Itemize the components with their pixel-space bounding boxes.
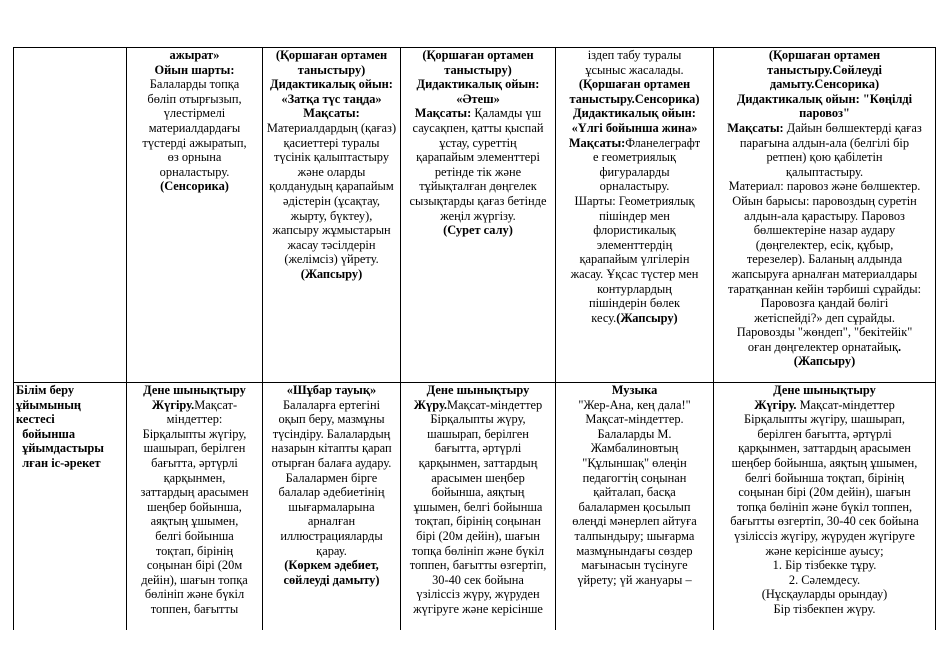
cell-text-line: жырту, бүктеу), [290, 208, 373, 223]
cell-text-line: «Үлгі бойынша жина» [571, 120, 698, 135]
cell-text-line: соңынан бірі (20м дейін), шағын [738, 485, 911, 500]
cell-text-line: міндеттер: [166, 412, 223, 427]
cell-text-line: Материал: паровоз және бөлшектер. [728, 179, 921, 194]
cell-text-line: Жамбалиновтың [590, 441, 679, 456]
cell-text-line: соңынан бірі (20м [146, 558, 243, 573]
cell-text-line: қарқынмен, [163, 470, 226, 485]
cell-text-line: контурлардың [597, 281, 672, 296]
cell-text-line: және керісінше ауысу; [765, 543, 884, 558]
cell-text-line: тоқтап, бірінің [155, 543, 234, 558]
cell [714, 383, 936, 631]
cell-text-line: бойынша, аяқтың [431, 485, 525, 500]
cell-text-line: назарын кітапты қарап [271, 441, 392, 456]
cell-text-line: бағытты өзгертіп, 30-40 сек бойына [730, 514, 919, 529]
cell-text-line: педагогтің соңынан [582, 470, 687, 485]
cell-text-line: балалармен қосылып [578, 499, 691, 514]
cell-text-line: Дидактикалық ойын: [270, 77, 393, 92]
cell-text-line: қарапайым элементтері [416, 150, 540, 165]
cell-text-line: Паровозға қандай бөлігі [760, 296, 889, 311]
cell-text-line: сөйлеуді дамыту) [283, 572, 380, 587]
cell-text-line: (желімсіз) үйрету. [284, 252, 379, 267]
cell-text-line: е геометриялық [593, 150, 676, 165]
cell-text-line: үзіліссіз жүгіру, жүруден жүгіруге [734, 528, 915, 543]
cell-text-line: топқа бөлініп және бүкіл топпен, [736, 499, 913, 514]
cell-text-line: терезелер). Баланың алдында [746, 252, 903, 267]
cell-text-line: Дидактикалық ойын: "Көңілді [736, 91, 913, 106]
cell-text-line: "Құлыншақ" өлеңін [582, 455, 687, 470]
cell-text-line: Жүгіру.Мақсат- [151, 397, 238, 412]
cell-text-line: отырған балаға аудару. [271, 455, 392, 470]
cell-text-line: Ойын барысы: паровоздың суретін [732, 193, 917, 208]
cell-text-line: кесу.(Жапсыру) [591, 310, 678, 325]
cell-text-line: шығармаларына [288, 499, 375, 514]
cell-text-line: таныстыру.Сенсорика) [569, 91, 700, 106]
cell-text-line: шашырап, берілген [143, 441, 246, 456]
cell-text-line: (Жапсыру) [300, 266, 363, 281]
cell-text-line: саусақпен, қатты қыспай [412, 120, 544, 135]
cell [127, 48, 263, 383]
cell-text-line: жапсыруға арналған материалдары [731, 266, 918, 281]
cell-text-line: қалыптастыру. [785, 164, 864, 179]
cell-text-line: қарау. [316, 543, 347, 558]
cell-text-line: Ойын шарты: [154, 62, 235, 77]
cell-text-line: іздеп табу туралы [587, 48, 682, 62]
cell [401, 48, 556, 383]
cell-text-line: ұсыныс жасалады. [585, 62, 684, 77]
cell-text-line: Балаларға ертегіні [282, 397, 381, 412]
cell [263, 383, 401, 631]
cell-text-line: тоқтап, бірінің соңынан [415, 514, 541, 529]
cell-text-line: қасиеттері туралы [283, 135, 380, 150]
cell-text-line: оқып беру, мазмұны [278, 412, 385, 427]
cell-text-line: орналастыру. [599, 179, 670, 194]
cell-text-line: бағытта, әртүрлі [434, 441, 522, 456]
cell-text-line: таныстыру) [444, 62, 512, 77]
cell-text-line: әдістерін (ұсақтау, [282, 193, 380, 208]
cell-text-line: элементтердің [596, 237, 673, 252]
cell-text-line: талпындыру; шығарма [574, 528, 695, 543]
cell-text-line: Дидактикалық ойын: [573, 106, 696, 121]
cell-text-line: оған дөңгелектер орнатайық. [747, 339, 902, 354]
cell [127, 383, 263, 631]
cell-text-line: ұшымен, белгі бойынша [413, 499, 543, 514]
cell-text-line: Балаларды топқа [149, 77, 240, 92]
cell-text-line: Бір тізбекпен жүру. [773, 601, 876, 616]
cell-text-line: парағына алдын-ала (белгілі бір [739, 135, 910, 150]
cell-text-line: үйрету; үй жануары – [577, 572, 692, 587]
row-label-line: кестесі [16, 412, 55, 427]
cell-text-line: мазмұнындағы сөздер [576, 543, 693, 558]
cell-text-line: қарқынмен, заттардың [418, 455, 538, 470]
cell-text-line: (Жапсыру) [793, 354, 856, 369]
cell-text-line: түсіндіру. Балалардың [272, 426, 391, 441]
cell-text-line: қолданудың қарапайым [269, 179, 394, 194]
cell-text-line: топпен, бағытты [150, 601, 239, 616]
cell-text-line: «Шұбар тауық» [286, 383, 377, 397]
cell-text-line: пішіндерін бөлек [588, 296, 681, 311]
cell [401, 383, 556, 631]
cell-text-line: (Қоршаған ортамен [768, 48, 881, 62]
cell-text-line: балалар әдебиетінің [278, 485, 385, 500]
cell-text-line: Бірқалыпты жүру, [430, 412, 526, 427]
cell-text-line: пішіндер мен [599, 208, 670, 223]
cell-text-line: жасау. Ұқсас түстер мен [570, 266, 699, 281]
cell-text-line: Мақсаты: [303, 106, 360, 121]
cell-text-line: Бірқалыпты жүгіру, шашырап, [744, 412, 905, 427]
cell-text-line: фигураларды [599, 164, 670, 179]
cell-text-line: таратқаннан кейін тәрбиші сұрайды: [727, 281, 922, 296]
cell-text-line: заттардың арасымен [140, 485, 249, 500]
cell-text-line: топпен, бағытты өзгертіп, [409, 558, 547, 573]
cell-text-line: өлеңді мәнерлеп айтуға [572, 514, 697, 529]
cell-text-line: бөліп отырғызып, [147, 91, 242, 106]
table-row [14, 48, 936, 383]
cell-text-line: ретпен) қою қабілетін [766, 150, 883, 165]
cell-text-line: Балалармен бірге [285, 470, 378, 485]
cell-text-line: Дене шынықтыру [773, 383, 876, 397]
row-label-line: бойынша [16, 426, 76, 441]
cell-text-line: арасымен шеңбер [431, 470, 525, 485]
cell-text-line: түстерді ажыратып, [142, 135, 247, 150]
cell-text-line: бөлініп және бүкіл [144, 587, 245, 602]
cell-text-line: үзіліссіз жүру, жүруден [416, 587, 540, 602]
cell-text-line: (Қоршаған ортамен [578, 77, 691, 92]
cell-text-line: Паровозды "жөндеп", "бекітейік" [736, 325, 913, 340]
cell-text-line: жапсыру жұмыстарын [272, 223, 391, 238]
cell-text-line: арналған [307, 514, 356, 529]
cell-text-line: Дене шынықтыру [426, 383, 530, 397]
cell-text-line: флористикалық [593, 223, 676, 238]
cell-text-line: қарапайым үлгілерін [579, 252, 690, 267]
cell-text-line: үлестірмелі [163, 106, 226, 121]
cell-text-line: (Сенсорика) [160, 179, 229, 194]
cell-text-line: алдын-ала қарастыру. Паровоз [744, 208, 905, 223]
cell-text-line: бөлшектеріне назар аудару [753, 223, 896, 238]
cell-text-line: Мақсат-міндеттер. [585, 412, 684, 427]
cell-text-line: Мақсаты:Фланелеграфт [568, 135, 701, 150]
cell-text-line: тұйықталған дөңгелек [419, 179, 537, 194]
row-label-line: Білім беру [16, 383, 75, 397]
row-label-cell [14, 383, 127, 631]
cell-text-line: өз орнына [167, 150, 222, 165]
cell [714, 48, 936, 383]
cell-text-line: Музыка [611, 383, 658, 397]
cell-text-line: «Әтеш» [456, 91, 500, 106]
plan-table [13, 47, 936, 630]
cell-text-line: паровоз" [799, 106, 850, 121]
cell [556, 383, 714, 631]
cell-text-line: белгі бойынша тоқтап, бірінің [745, 470, 904, 485]
cell-text-line: Балаларды М. [597, 426, 672, 441]
cell-text-line: 30-40 сек бойына [432, 572, 524, 587]
cell-text-line: (Қоршаған ортамен [275, 48, 388, 62]
cell-text-line: жасау тәсілдерін [287, 237, 376, 252]
row-label-cell [14, 48, 127, 383]
cell-text-line: шеңбер бойынша, [147, 499, 242, 514]
cell-text-line: (Нұсқауларды орындау) [761, 587, 888, 602]
cell-text-line: «Затқа түс таңда» [281, 91, 382, 106]
cell-text-line: мағынасын түсінуге [581, 558, 688, 573]
cell-text-line: белгі бойынша [155, 528, 234, 543]
cell-text-line: (Қоршаған ортамен [422, 48, 534, 62]
cell-text-line: шашырап, берілген [427, 426, 529, 441]
cell-text-line: 1. Бір тізбекке тұру. [772, 558, 877, 573]
cell-text-line: 2. Сәлемдесу. [788, 572, 861, 587]
cell-text-line: дамыту.Сенсорика) [769, 77, 880, 92]
row-label-line: ұйымының [16, 397, 82, 412]
cell-text-line: топқа бөлініп және бүкіл [411, 543, 545, 558]
cell-text-line: бағытта, әртүрлі [151, 455, 238, 470]
cell-text-line: бірі (20м дейін), шағын [416, 528, 540, 543]
cell [263, 48, 401, 383]
cell-text-line: "Жер-Ана, кең дала!" [578, 397, 691, 412]
cell-text-line: сызықтарды қағаз бетінде [409, 193, 547, 208]
cell-text-line: Дене шынықтыру [143, 383, 246, 397]
cell-text-line: берілген бағытта, әртүрлі [757, 426, 892, 441]
cell-text-line: жетіспейді?» деп сұрайды. [754, 310, 895, 325]
cell [556, 48, 714, 383]
cell-text-line: Жүгіру. Мақсат-міндеттер [754, 397, 895, 412]
cell-text-line: (Көркем әдебиет, [284, 558, 379, 573]
cell-text-line: Мақсаты: Дайын бөлшектерді қағаз [727, 120, 922, 135]
cell-text-line: жеңіл жүргізу. [440, 208, 516, 223]
row-label-line: лған іс-әрекет [16, 455, 101, 470]
cell-text-line: және оларды [297, 164, 366, 179]
cell-text-line: ретінде тік және [434, 164, 522, 179]
table-row [14, 383, 936, 631]
cell-text-line: шеңбер бойынша, аяқтың ұшымен, [731, 455, 918, 470]
cell-text-line: дейін), шағын топқа [141, 572, 248, 587]
row-label-line: ұйымдастыры [16, 441, 104, 456]
cell-text-line: жүгіруге және керісінше [413, 601, 543, 616]
cell-text-line: Шарты: Геометриялық [574, 193, 695, 208]
cell-text-line: ажырат» [169, 48, 220, 62]
cell-text-line: (дөңгелектер, есік, құбыр, [755, 237, 894, 252]
cell-text-line: таныстыру.Сөйлеуді [767, 62, 882, 77]
cell-text-line: иллюстрацияларды [280, 528, 383, 543]
cell-text-line: материалдардағы [148, 120, 241, 135]
cell-text-line: Материалдардың (қағаз) [266, 120, 397, 135]
cell-text-line: Бірқалыпты жүгіру, [142, 426, 247, 441]
cell-text-line: қайталап, басқа [593, 485, 676, 500]
cell-text-line: ұстау, суреттің [439, 135, 517, 150]
cell-text-line: Дидактикалық ойын: [416, 77, 540, 92]
cell-text-line: (Сурет салу) [443, 223, 513, 238]
cell-text-line: таныстыру) [297, 62, 366, 77]
cell-text-line: Мақсаты: Қаламды үш [414, 106, 542, 121]
cell-text-line: қарқынмен, заттардың арасымен [738, 441, 911, 456]
cell-text-line: орналастыру. [159, 164, 230, 179]
cell-text-line: аяқтың ұшымен, [150, 514, 239, 529]
cell-text-line: Жүру.Мақсат-міндеттер [413, 397, 543, 412]
cell-text-line: түсінік қалыптастыру [273, 150, 390, 165]
